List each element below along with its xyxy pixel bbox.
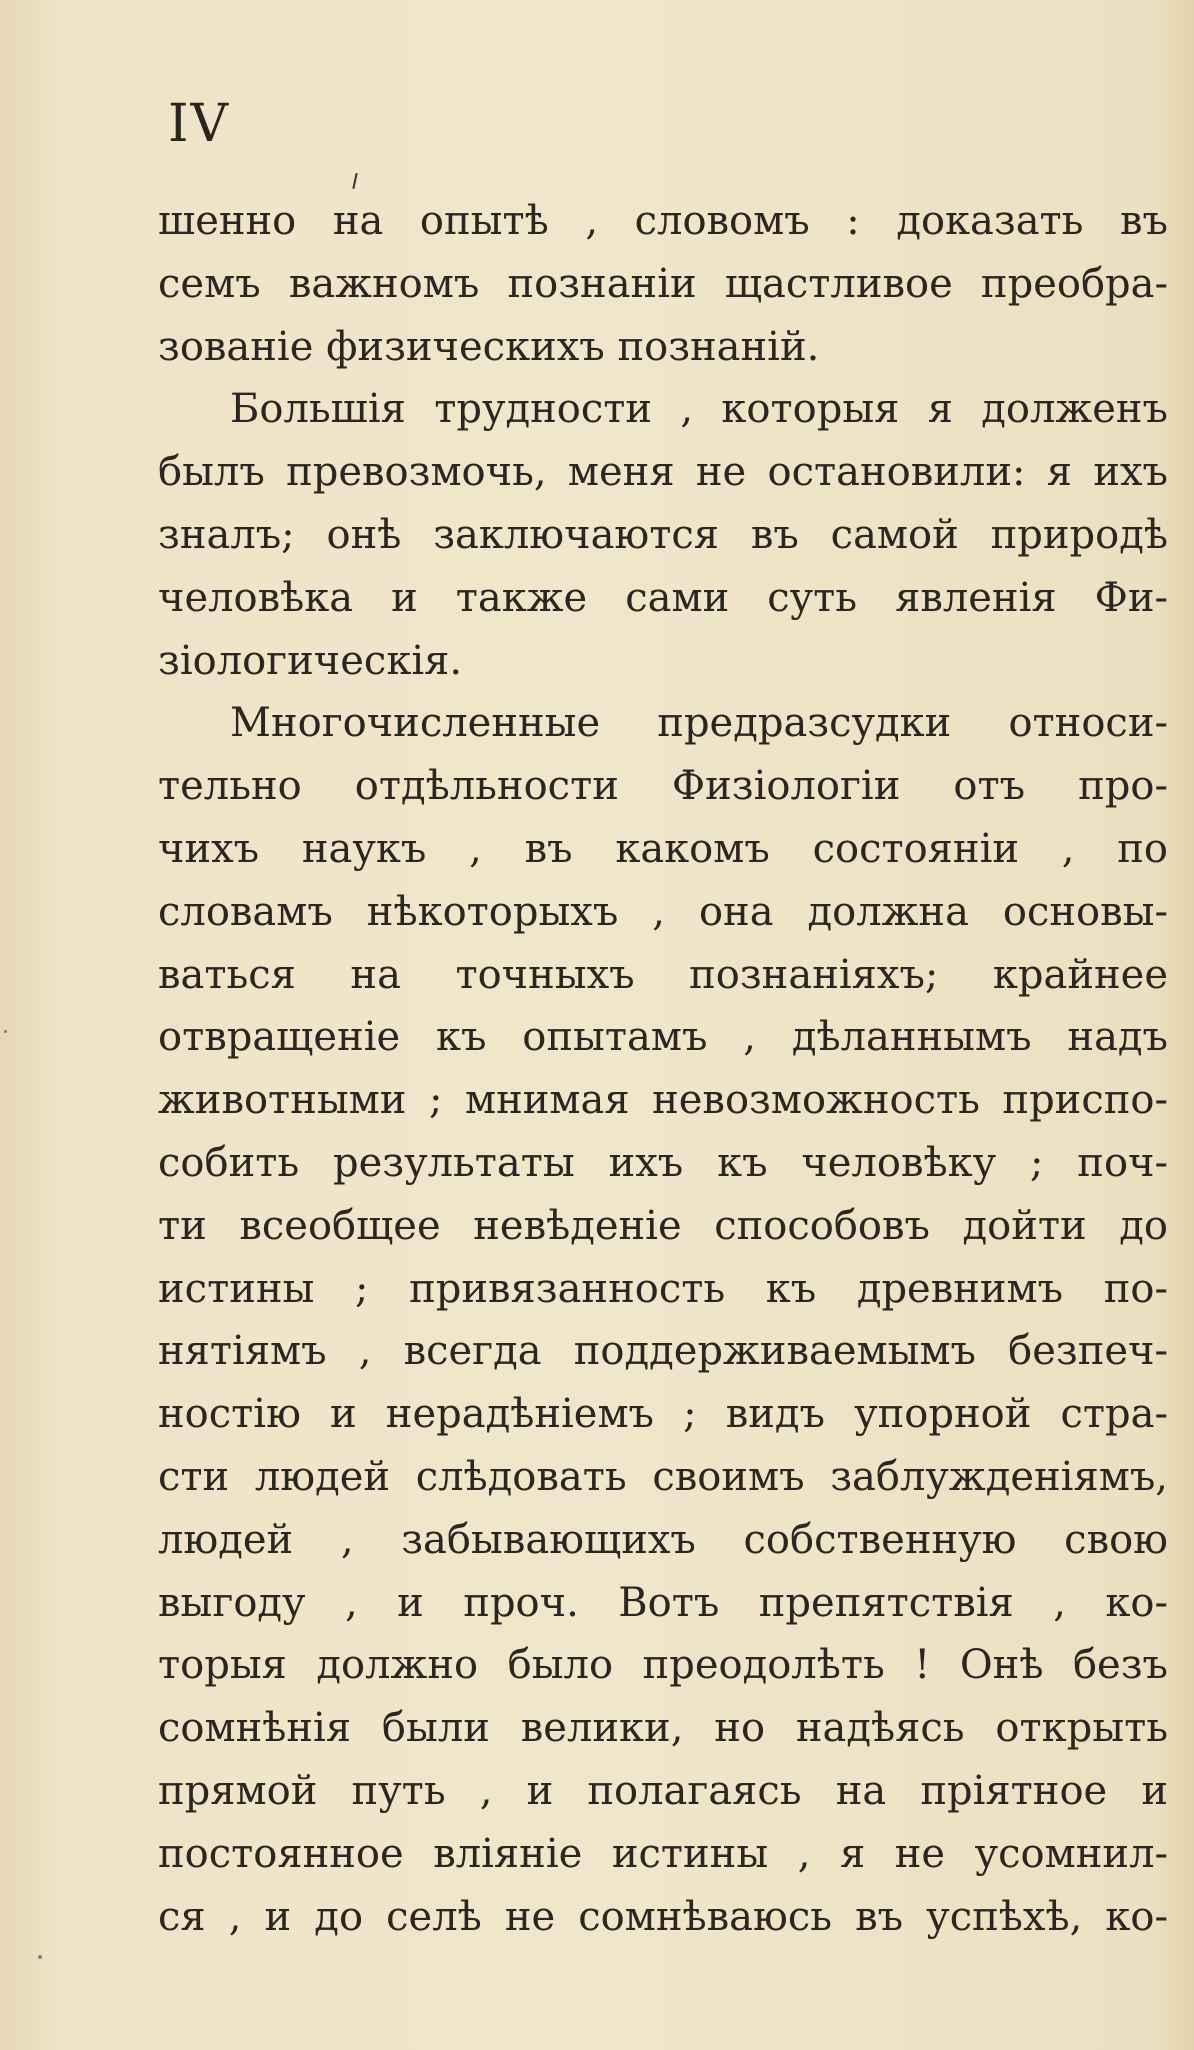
text-line: былъ превозмочь, меня не остановили: я ихъ	[158, 449, 1168, 496]
text-line: зналъ; онѣ заключаются въ самой природѣ	[158, 511, 1168, 558]
paper-speck	[38, 1955, 42, 1959]
text-line: тельно отдѣльности Физіологіи отъ про-	[158, 763, 1168, 810]
text-line: торыя должно было преодолѣть ! Онѣ безъ	[158, 1642, 1168, 1689]
text-line: ся , и до селѣ не сомнѣваюсь въ успѣхѣ, ко-	[158, 1893, 1168, 1940]
text-line: ти всеобщее невѣденіе способовъ дойти до	[158, 1202, 1168, 1249]
text-line: семъ важномъ познаніи щастливое преобра-	[158, 260, 1168, 307]
paragraph-continuation	[158, 190, 1168, 378]
paper-speck	[4, 1030, 7, 1033]
text-line: прямой путь , и полагаясь на пріятное и	[158, 1767, 1168, 1814]
text-line: чихъ наукъ , въ какомъ состояніи , по	[158, 825, 1168, 872]
text-line: зіологическія.	[158, 637, 463, 684]
text-line: постоянное вліяніе истины , я не усомнил-	[158, 1830, 1168, 1877]
text-line: людей , забывающихъ собственную свою	[158, 1516, 1168, 1563]
text-line: истины ; привязанность къ древнимъ по-	[158, 1265, 1168, 1312]
text-line: ваться на точныхъ познаніяхъ; крайнее	[158, 951, 1168, 998]
text-line: ностію и нерадѣніемъ ; видъ упорной стра-	[158, 1391, 1168, 1438]
book-text	[158, 190, 1168, 1948]
text-line: шенно на опытѣ , словомъ : доказать въ	[158, 198, 1168, 244]
text-line: зованіе физическихъ познаній.	[158, 323, 820, 370]
text-line: человѣка и также сами суть явленія Фи-	[158, 574, 1168, 621]
text-line: нятіямъ , всегда поддерживаемымъ безпеч-	[158, 1328, 1168, 1375]
paragraph-prejudices	[158, 692, 1168, 1948]
text-line: отвращеніе къ опытамъ , дѣланнымъ надъ	[158, 1014, 1168, 1061]
text-line: словамъ нѣкоторыхъ , она должна основы-	[158, 888, 1168, 935]
text-line: сти людей слѣдовать своимъ заблужденіямъ,	[158, 1453, 1168, 1500]
paragraph-difficulties	[158, 378, 1168, 692]
text-line: сомнѣнія были велики, но надѣясь открыть	[158, 1705, 1168, 1752]
page-number: IV	[168, 94, 231, 154]
text-line: Многочисленные предразсудки относи-	[230, 700, 1168, 747]
text-line: выгоду , и проч. Вотъ препятствія , ко-	[158, 1579, 1168, 1626]
text-line: собить результаты ихъ къ человѣку ; поч-	[158, 1139, 1168, 1186]
text-line: Большія трудности , которыя я долженъ	[230, 386, 1168, 433]
text-line: животными ; мнимая невозможность приспо-	[158, 1077, 1168, 1124]
